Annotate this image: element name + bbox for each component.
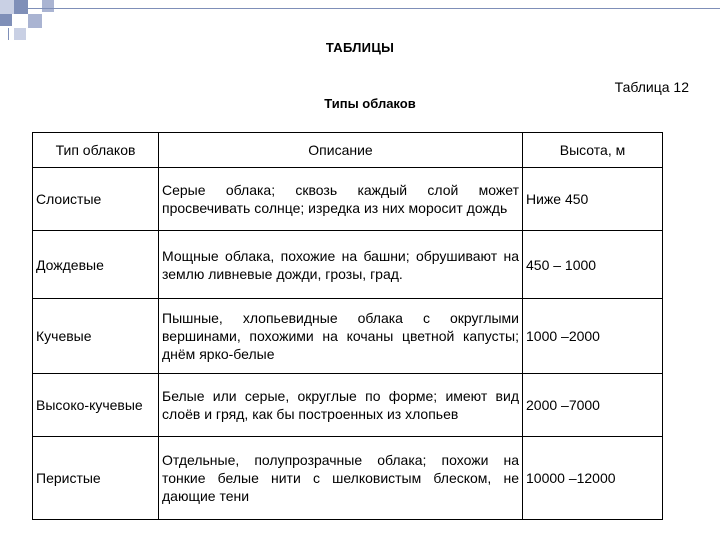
cloud-description-cell: Серые облака; сквозь каждый слой может просвечивать солнце; изредка из них моросит дождь: [159, 168, 523, 231]
cloud-height-cell: 1000 –2000: [523, 299, 663, 374]
page-heading: ТАБЛИЦЫ: [325, 40, 395, 55]
cloud-type-cell: Высоко-кучевые: [33, 374, 159, 437]
deco-square: [0, 0, 14, 14]
cloud-height-cell: 2000 –7000: [523, 374, 663, 437]
cloud-type-cell: Перистые: [33, 437, 159, 520]
table-row: [33, 231, 663, 299]
column-header-height: Высота, м: [523, 133, 663, 168]
table-number: Таблица 12: [614, 79, 689, 95]
deco-square: [42, 0, 54, 12]
deco-square: [0, 14, 12, 26]
cloud-type-cell: Дождевые: [33, 231, 159, 299]
table-header-row: [33, 133, 663, 168]
cloud-description-cell: Отдельные, полупрозрачные облака; похожи на тонкие белые нити с шелковистым блеском, не дающие тени: [159, 437, 523, 520]
cloud-type-cell: Слоистые: [33, 168, 159, 231]
column-header-type: Тип облаков: [33, 133, 159, 168]
cloud-height-cell: 450 – 1000: [523, 231, 663, 299]
deco-square: [28, 14, 42, 28]
cloud-height-cell: 10000 –12000: [523, 437, 663, 520]
cloud-description-cell: Мощные облака, похожие на башни; обрушивают на землю ливневые дожди, грозы, град.: [159, 231, 523, 299]
cloud-description-cell: Белые или серые, округлые по форме; имеют вид слоёв и гряд, как бы построенных из хлопьев: [159, 374, 523, 437]
deco-line: [8, 28, 9, 40]
table-row: [33, 374, 663, 437]
table-title: Типы облаков: [324, 96, 416, 111]
table-row: [33, 299, 663, 374]
column-header-description: Описание: [159, 133, 523, 168]
cloud-description-cell: Пышные, хлопьевидные облака с округлыми вершинами, похожими на кочаны цветной капусты; днём ярко-белые: [159, 299, 523, 374]
deco-square: [14, 28, 26, 40]
deco-square: [14, 0, 28, 14]
deco-line: [28, 8, 720, 9]
cloud-type-cell: Кучевые: [33, 299, 159, 374]
table-row: [33, 168, 663, 231]
slide-decoration: [0, 0, 720, 40]
table-row: [33, 437, 663, 520]
clouds-table: [32, 132, 663, 520]
cloud-height-cell: Ниже 450: [523, 168, 663, 231]
